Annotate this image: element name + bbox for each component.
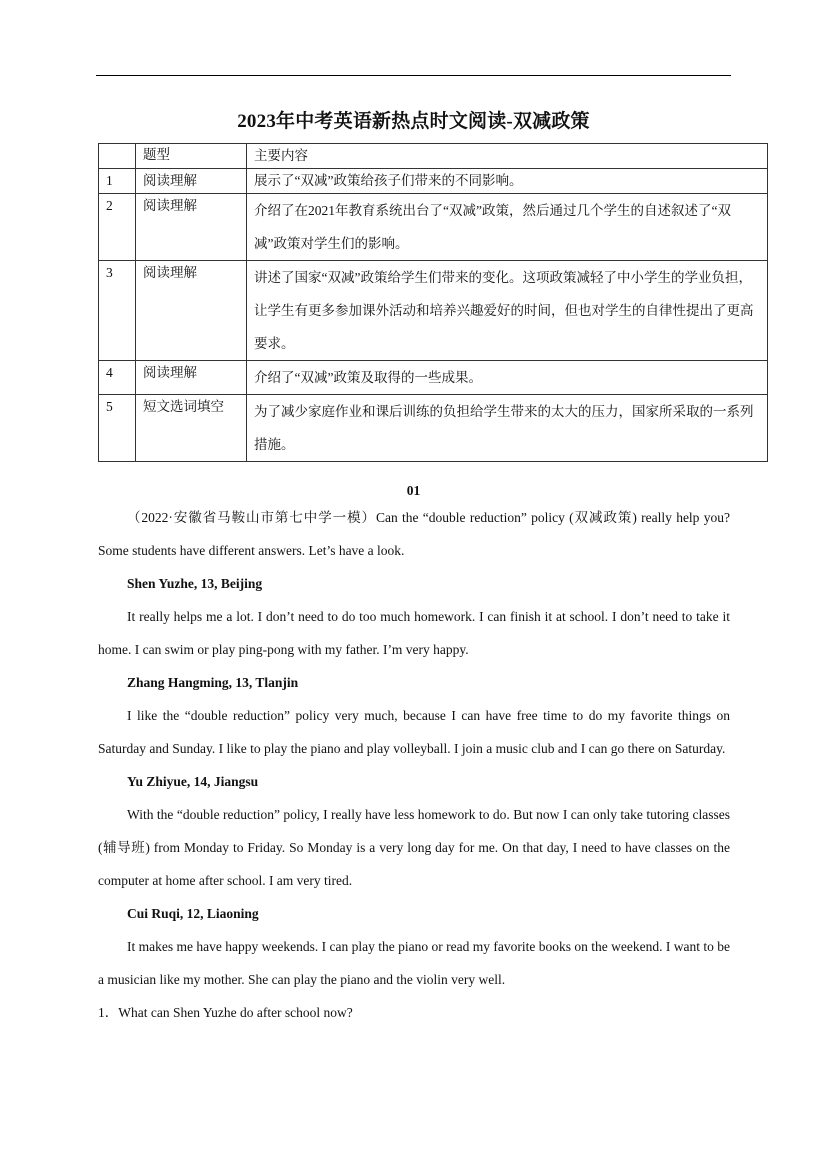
row-type: 短文选词填空 — [136, 395, 247, 462]
student-text: With the “double reduction” policy, I really have less homework to do. But now I can only take tutoring classes (辅导班) from Monday to Friday. So Monday is a very long day for me. On that day, I need to have classes on the computer at home after school. I am very tired. — [98, 807, 730, 888]
row-number: 1 — [99, 169, 136, 194]
student-text: It really helps me a lot. I don’t need to do too much homework. I can finish it at school. I don’t need to take it home. I can swim or play ping-pong with my father. I’m very happy. — [98, 609, 730, 657]
row-type: 阅读理解 — [136, 194, 247, 261]
header-cell-no — [99, 144, 136, 169]
row-content: 展示了“双减”政策给孩子们带来的不同影响。 — [247, 169, 768, 194]
row-type: 阅读理解 — [136, 361, 247, 395]
table-header-row — [99, 144, 768, 169]
row-number: 5 — [99, 395, 136, 462]
table-row — [99, 395, 768, 462]
row-content: 介绍了“双减”政策及取得的一些成果。 — [247, 361, 768, 395]
student-name: Zhang Hangming, 13, Tlanjin — [127, 675, 299, 690]
row-content: 介绍了在2021年教育系统出台了“双减”政策，然后通过几个学生的自述叙述了“双减”政策对学生们的影响。 — [247, 194, 768, 261]
student-name: Yu Zhiyue, 14, Jiangsu — [127, 774, 259, 789]
passage-number: 01 — [406, 483, 421, 498]
summary-table — [98, 143, 768, 462]
table-row — [99, 169, 768, 194]
student-name: Cui Ruqi, 12, Liaoning — [127, 906, 259, 921]
header-rule — [96, 75, 731, 76]
passage-body — [98, 501, 730, 1029]
passage-intro: （2022·安徽省马鞍山市第七中学一模）Can the “double reduction” policy (双减政策) really help you? Some students have different answers. Let’s have a look. — [98, 510, 730, 558]
table-row — [99, 361, 768, 395]
header-cell-content: 主要内容 — [247, 144, 768, 169]
page-title: 2023年中考英语新热点时文阅读-双减政策 — [237, 111, 590, 132]
row-type: 阅读理解 — [136, 169, 247, 194]
row-content: 讲述了国家“双减”政策给学生们带来的变化。这项政策减轻了中小学生的学业负担，让学生有更多参加课外活动和培养兴趣爱好的时间，但也对学生的自律性提出了更高要求。 — [247, 261, 768, 361]
question-1: 1．What can Shen Yuzhe do after school now? — [98, 1005, 353, 1020]
table-row — [99, 194, 768, 261]
header-cell-type: 题型 — [136, 144, 247, 169]
row-type: 阅读理解 — [136, 261, 247, 361]
student-text: It makes me have happy weekends. I can play the piano or read my favorite books on the weekend. I want to be a musician like my mother. She can play the piano and the violin very well. — [98, 939, 730, 987]
row-number: 2 — [99, 194, 136, 261]
table-row — [99, 261, 768, 361]
student-text: I like the “double reduction” policy very much, because I can have free time to do my favorite things on Saturday and Sunday. I like to play the piano and play volleyball. I join a music club and I can go there on Saturday. — [98, 708, 730, 756]
row-number: 3 — [99, 261, 136, 361]
row-content: 为了减少家庭作业和课后训练的负担给学生带来的太大的压力，国家所采取的一系列措施。 — [247, 395, 768, 462]
row-number: 4 — [99, 361, 136, 395]
student-name: Shen Yuzhe, 13, Beijing — [127, 576, 263, 591]
